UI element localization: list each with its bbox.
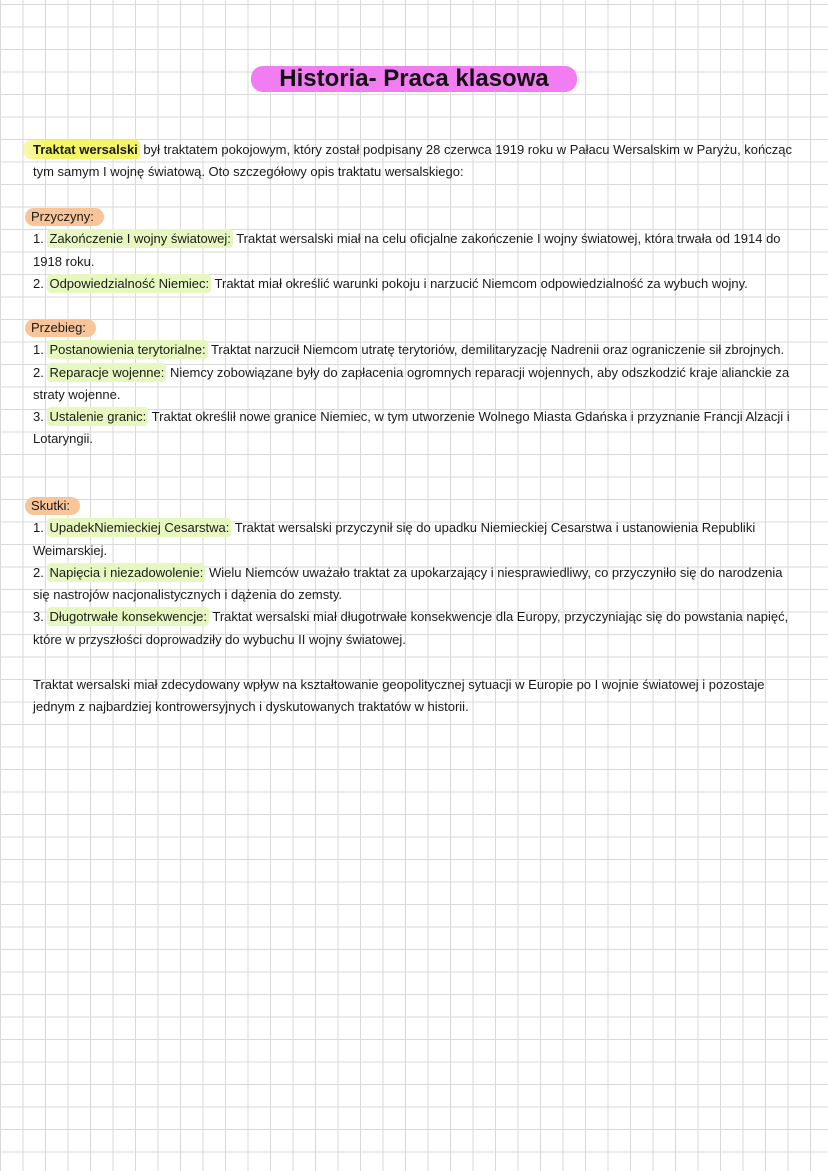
item-label: Postanowienia terytorialne: — [49, 342, 206, 358]
section-course — [33, 317, 793, 451]
item-number: 2. — [33, 564, 48, 580]
item-number: 3. — [33, 409, 48, 425]
list-item — [33, 228, 793, 273]
item-text: Traktat wersalski miał długotrwałe konsekwencje dla Europy, przyczyniając się do powstania napięć, które w przyszłości doprowadziły do wybuchu II wojny światowej. — [33, 609, 789, 647]
item-number: 2. — [33, 364, 48, 380]
section-heading: Przyczyny: — [25, 208, 104, 226]
item-text: Traktat wersalski przyczynił się do upadku Niemieckiej Cesarstwa i ustanowienia Republiki Weimarskiej. — [33, 520, 756, 558]
section-heading: Przebieg: — [25, 319, 96, 337]
list-item — [33, 362, 793, 407]
item-label: UpadekNiemieckiej Cesarstwa: — [49, 520, 230, 536]
section-effects — [33, 495, 793, 651]
intro-paragraph — [33, 139, 793, 184]
page-title: Historia- Praca klasowa — [251, 66, 576, 92]
list-item — [33, 339, 793, 361]
intro-term: Traktat wersalski — [23, 140, 140, 159]
item-label: Długotrwałe konsekwencje: — [49, 609, 207, 625]
item-label: Odpowiedzialność Niemiec: — [49, 275, 210, 291]
item-label: Zakończenie I wojny światowej: — [49, 231, 231, 247]
title-area — [0, 66, 828, 92]
list-item — [33, 406, 793, 451]
list-item — [33, 517, 793, 562]
item-number: 1. — [33, 342, 48, 358]
list-item — [33, 273, 793, 295]
section-heading: Skutki: — [25, 497, 80, 515]
item-text: Niemcy zobowiązane były do zapłacenia ogromnych reparacji wojennych, aby odszkodzić kraje alianckie za straty wojenne. — [33, 364, 790, 402]
section-causes — [33, 206, 793, 295]
item-text: Traktat określił nowe granice Niemiec, w tym utworzenie Wolnego Miasta Gdańska i przyznanie Francji Alzacji i Lotaryngii. — [33, 409, 790, 447]
list-item — [33, 606, 793, 651]
conclusion-paragraph: Traktat wersalski miał zdecydowany wpływ na kształtowanie geopolitycznej sytuacji w Europie po I wojnie światowej i pozostaje jednym z najbardziej kontrowersyjnych i dyskutowanych traktatów w historii. — [33, 677, 765, 715]
list-item — [33, 562, 793, 607]
item-number: 1. — [33, 520, 48, 536]
item-number: 2. — [33, 275, 48, 291]
item-number: 1. — [33, 231, 48, 247]
item-label: Ustalenie granic: — [49, 409, 147, 425]
item-label: Reparacje wojenne: — [49, 364, 165, 380]
item-text: Traktat narzucił Niemcom utratę terytoriów, demilitaryzację Nadrenii oraz ograniczenie sił zbrojnych. — [207, 342, 785, 358]
item-number: 3. — [33, 609, 48, 625]
item-text: Traktat miał określić warunki pokoju i narzucić Niemcom odpowiedzialność za wybuch wojny. — [211, 275, 748, 291]
intro-text: był traktatem pokojowym, który został podpisany 28 czerwca 1919 roku w Pałacu Wersalskim w Paryżu, kończąc tym samym I wojnę światową. Oto szczegółowy opis traktatu wersalskiego: — [33, 142, 792, 180]
item-label: Napięcia i niezadowolenie: — [49, 564, 204, 580]
item-text: Traktat wersalski miał na celu oficjalne zakończenie I wojny światowej, która trwała od 1914 do 1918 roku. — [33, 231, 781, 269]
item-text: Wielu Niemców uważało traktat za upokarzający i niesprawiedliwy, co przyczyniło się do narodzenia się nastrojów nacjonalistycznych i dążenia do zemsty. — [33, 564, 783, 603]
